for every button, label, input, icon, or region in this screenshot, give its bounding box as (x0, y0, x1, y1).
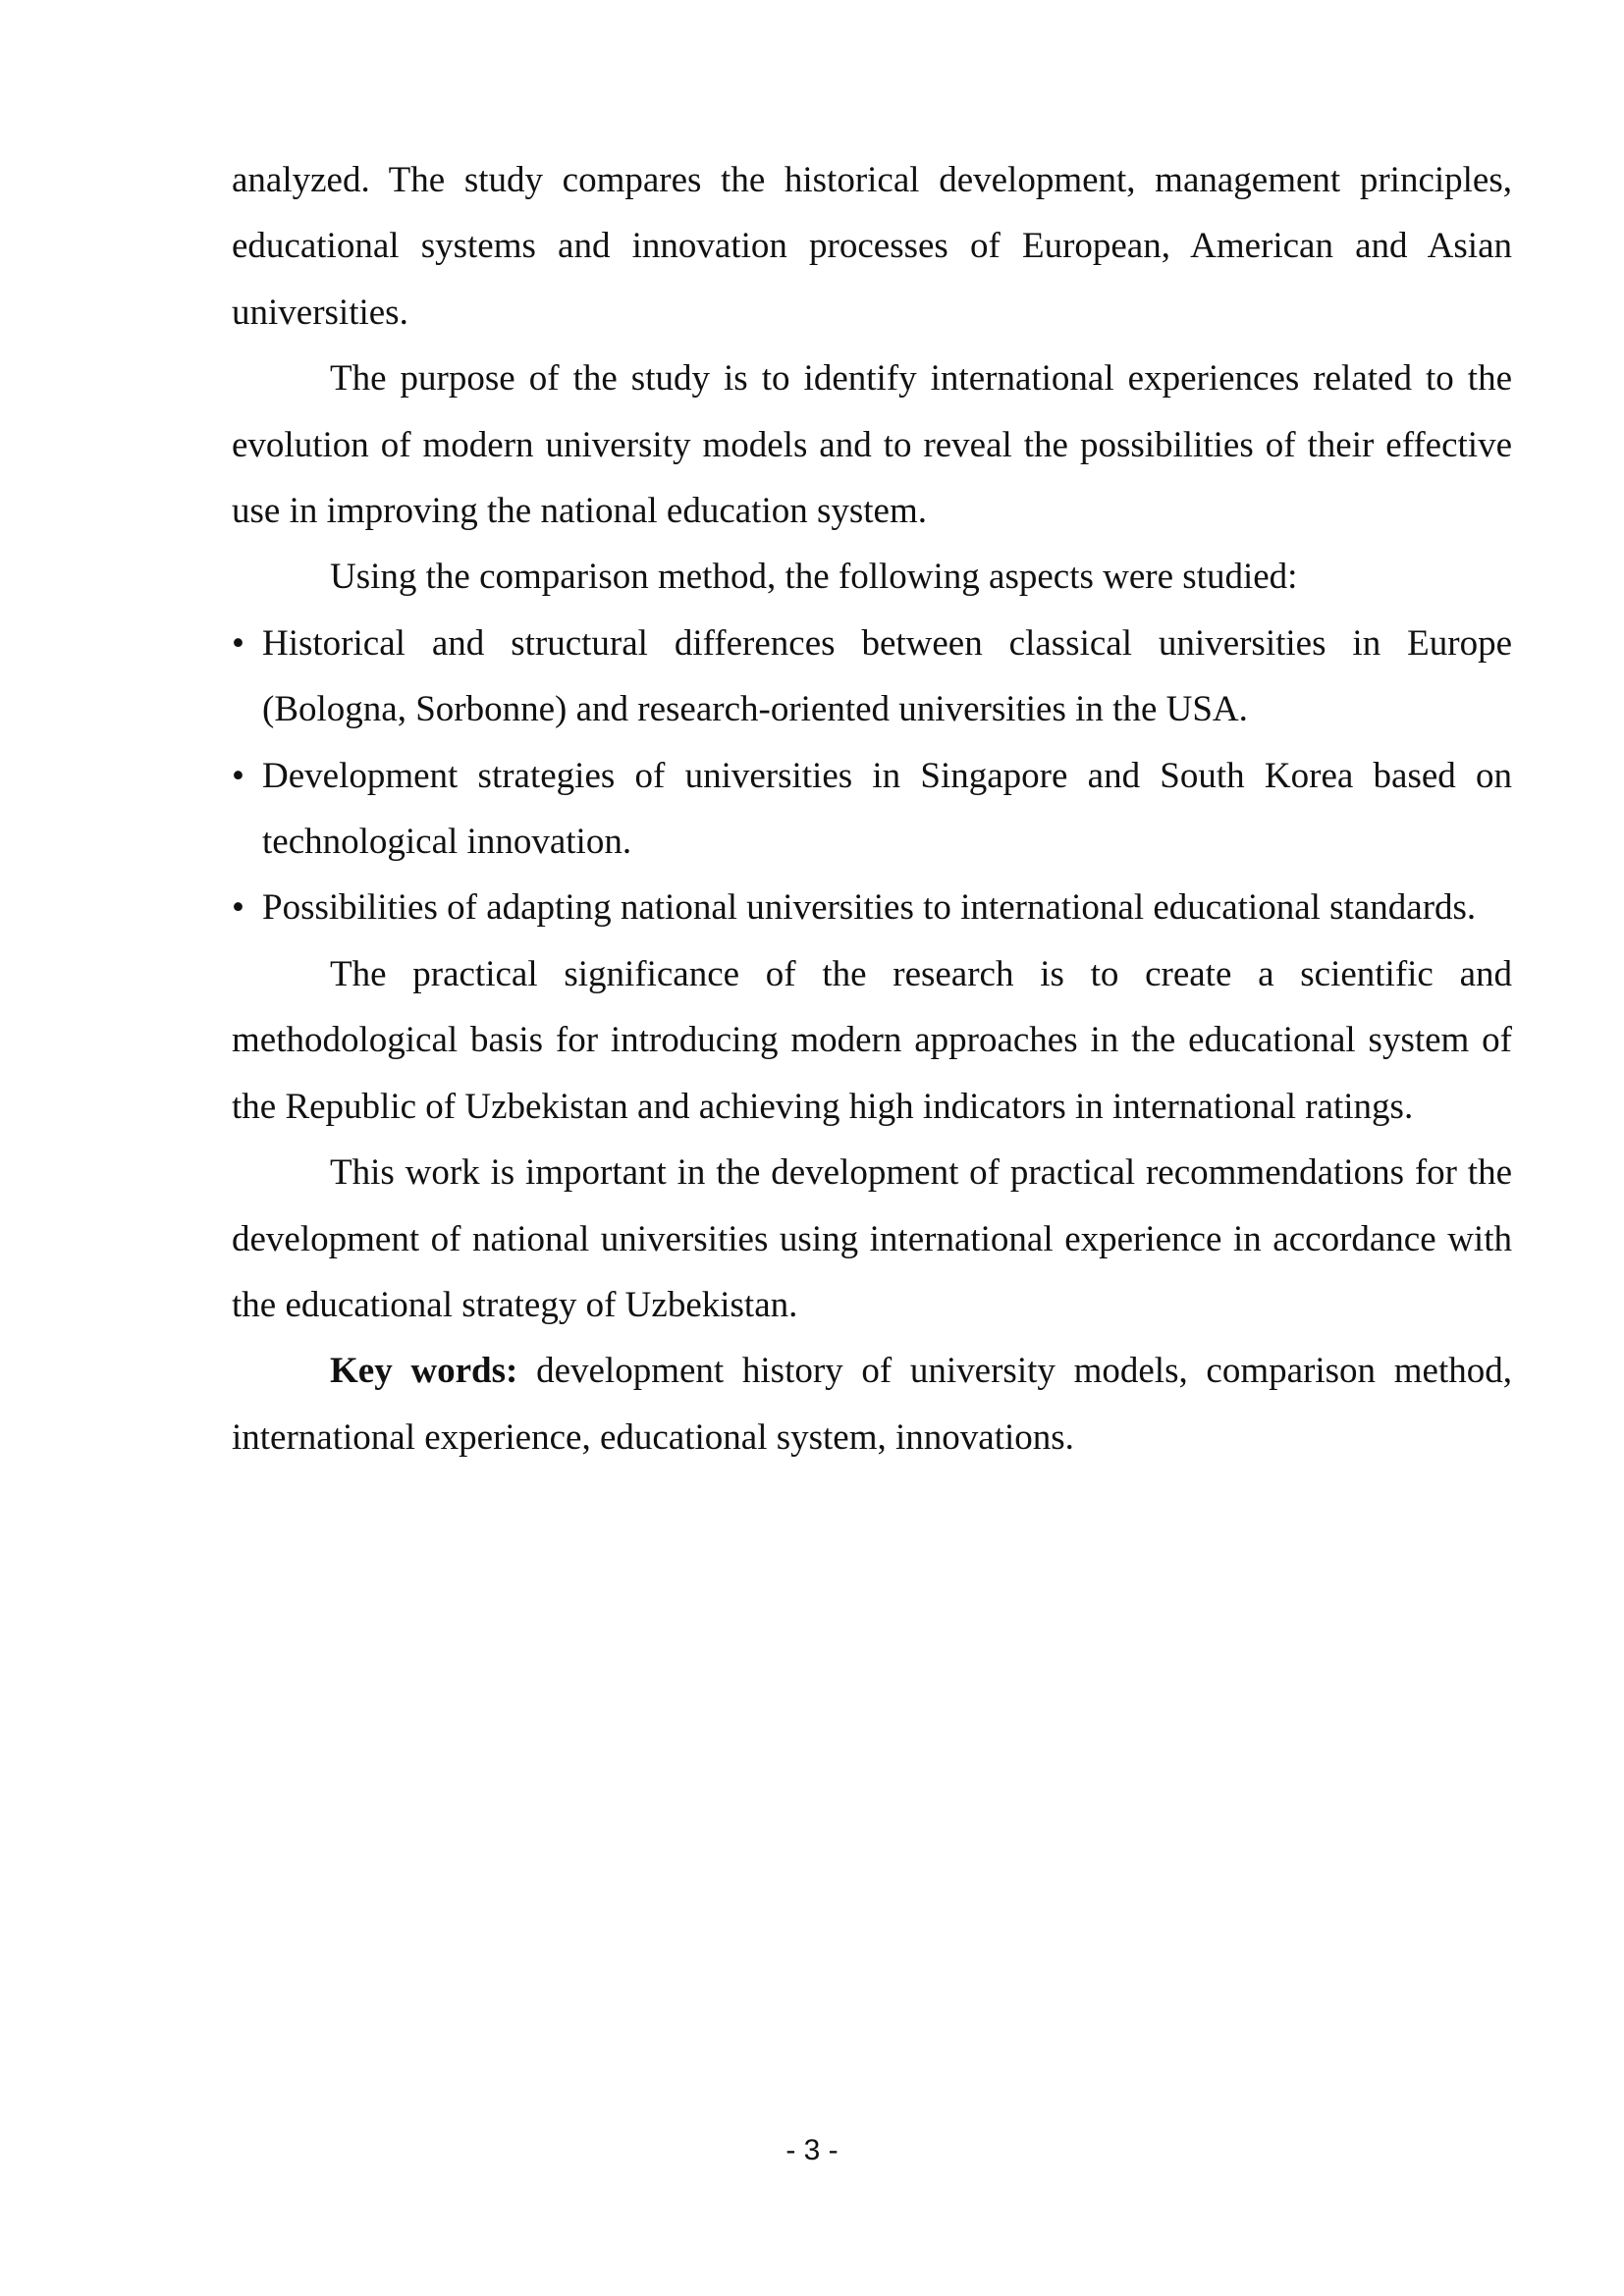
list-item (232, 743, 1512, 876)
paragraph-method-intro: Using the comparison method, the following aspects were studied: (330, 557, 1298, 598)
bullet-icon: • (232, 887, 244, 929)
bullet-icon: • (232, 755, 244, 796)
list-item (232, 875, 1512, 940)
paragraph-practical-significance: The practical significance of the research is to create a scientific and methodological basis for introducing modern approaches in the educational system of the Republic of Uzbekistan and achieving high indicators in international ratings. (232, 953, 1512, 1127)
keywords-label: Key words: (330, 1351, 518, 1392)
bullet-icon: • (232, 622, 244, 664)
list-item-text: Possibilities of adapting national universities to international educational standards. (262, 887, 1477, 929)
paragraph-importance: This work is important in the development of practical recommendations for the development of national universities using international experience in accordance with the educational strategy of Uzbekistan. (232, 1152, 1512, 1325)
list-item (232, 611, 1512, 743)
keywords-paragraph (232, 1338, 1512, 1470)
page-number: - 3 - (785, 2134, 839, 2166)
keywords-text: development history of university models, comparison method, international experience, educational system, innovations. (232, 1351, 1512, 1458)
document-body (232, 147, 1512, 1470)
aspects-list (232, 611, 1512, 941)
list-item-text: Development strategies of universities in Singapore and South Korea based on technological innovation. (262, 755, 1512, 863)
paragraph-purpose: The purpose of the study is to identify international experiences related to the evolution of modern university models and to reveal the possibilities of their effective use in improving the national education system. (232, 358, 1512, 532)
paragraph-continuation: analyzed. The study compares the historical development, management principles, educational systems and innovation processes of European, American and Asian universities. (232, 160, 1512, 333)
list-item-text: Historical and structural differences between classical universities in Europe (Bologna, Sorbonne) and research-oriented universities in the USA. (262, 622, 1512, 730)
